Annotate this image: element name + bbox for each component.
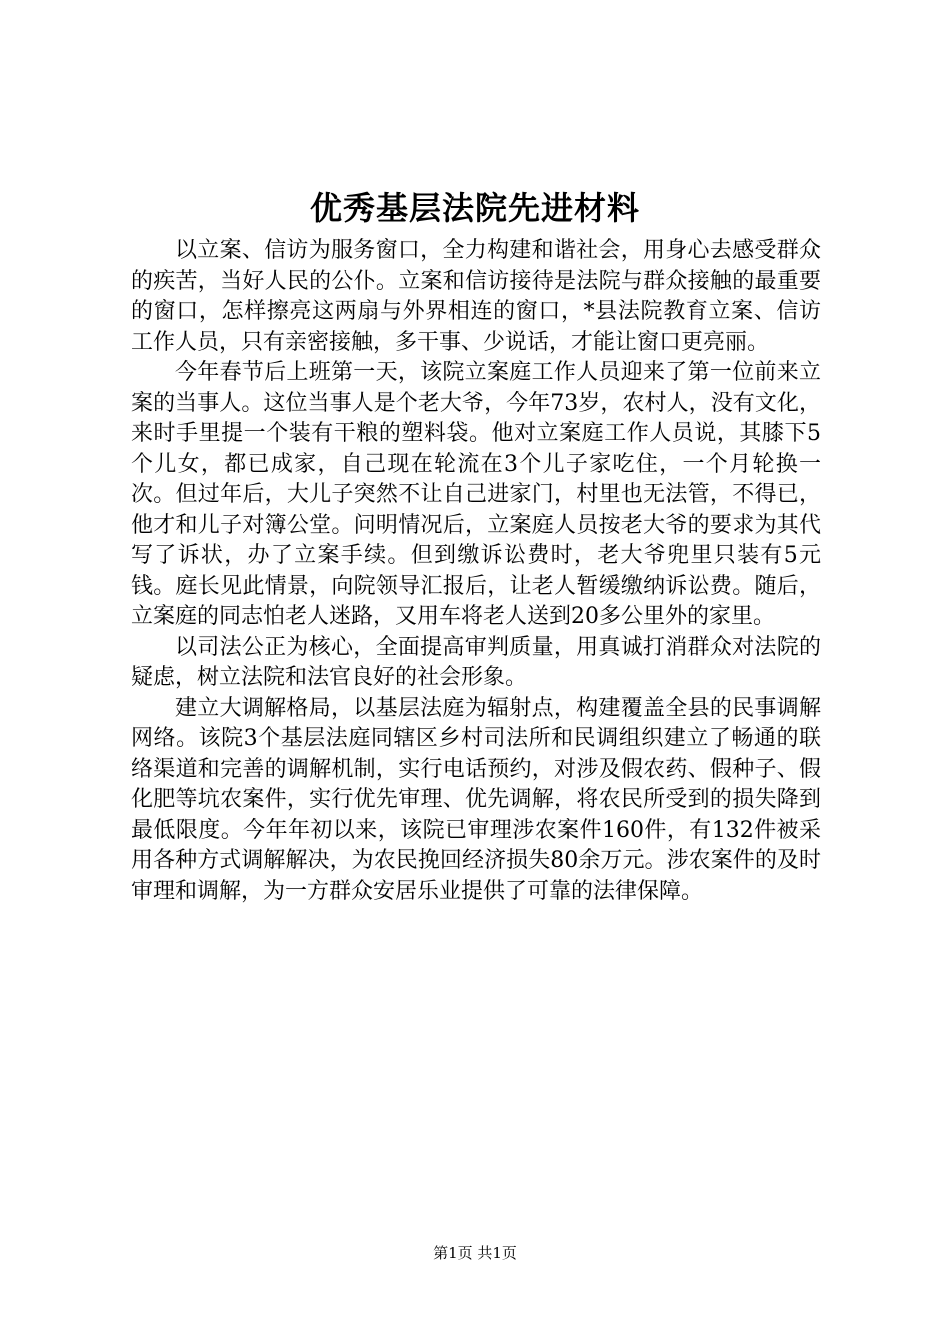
paragraph-2: 今年春节后上班第一天，该院立案庭工作人员迎来了第一位前来立案的当事人。这位当事人是个老大爷，今年73岁，农村人，没有文化，来时手里提一个装有干粮的塑料袋。他对立案庭工作人员说，其膝下5个儿女，都已成家，自己现在轮流在3个儿子家吃住，一个月轮换一次。但过年后，大儿子突然不让自己进家门，村里也无法管，不得已，他才和儿子对簿公堂。问明情况后，立案庭人员按老大爷的要求为其代写了诉状，办了立案手续。但到缴诉讼费时，老大爷兜里只装有5元钱。庭长见此情景，向院领导汇报后，让老人暂缓缴纳诉讼费。随后，立案庭的同志怕老人迷路，又用车将老人送到20多公里外的家里。 [131, 360, 821, 629]
paragraph-3: 以司法公正为核心，全面提高审判质量，用真诚打消群众对法院的疑虑，树立法院和法官良好的社会形象。 [131, 634, 821, 690]
page-footer: 第1页 共1页 [433, 1244, 517, 1262]
document-body [131, 236, 821, 907]
paragraph-1: 以立案、信访为服务窗口，全力构建和谐社会，用身心去感受群众的疾苦，当好人民的公仆。立案和信访接待是法院与群众接触的最重要的窗口，怎样擦亮这两扇与外界相连的窗口，*县法院教育立案、信访工作人员，只有亲密接触，多干事、少说话，才能让窗口更亮丽。 [131, 238, 821, 355]
document-title: 优秀基层法院先进材料 [309, 189, 640, 227]
paragraph-4: 建立大调解格局，以基层法庭为辐射点，构建覆盖全县的民事调解网络。该院3个基层法庭同辖区乡村司法所和民调组织建立了畅通的联络渠道和完善的调解机制，实行电话预约，对涉及假农药、假种子、假化肥等坑农案件，实行优先审理、优先调解，将农民所受到的损失降到最低限度。今年年初以来，该院已审理涉农案件160件，有132件被采用各种方式调解解决，为农民挽回经济损失80余万元。涉农案件的及时审理和调解，为一方群众安居乐业提供了可靠的法律保障。 [131, 695, 821, 904]
